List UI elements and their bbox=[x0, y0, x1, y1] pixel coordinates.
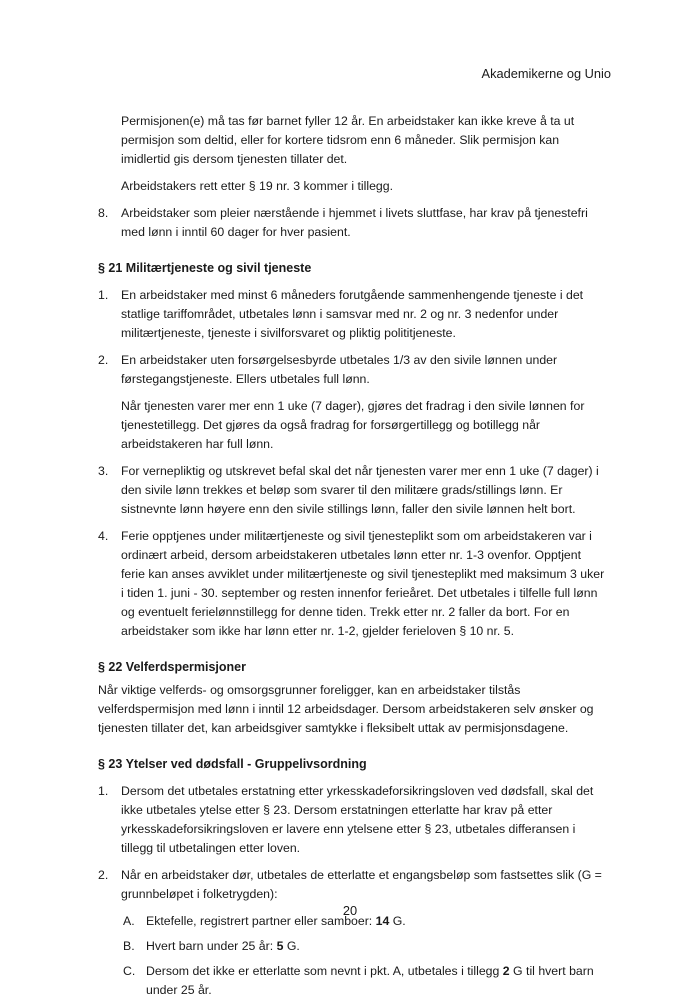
s23-item-1 bbox=[98, 782, 606, 858]
sub-letter: A. bbox=[123, 914, 135, 928]
list-number: 8. bbox=[98, 206, 109, 220]
intro-paragraph-2: Arbeidstakers rett etter § 19 nr. 3 kommer i tillegg. bbox=[121, 179, 394, 193]
list-number: 4. bbox=[98, 529, 109, 543]
list-number: 3. bbox=[98, 464, 109, 478]
s21-item-3 bbox=[98, 462, 606, 519]
list-item-text: For vernepliktig og utskrevet befal skal det når tjenesten varer mer enn 1 uke (7 dager) i den sivile lønn trekkes et beløp som svarer til den militære grads/stillings lønn. Er sistnevnte lønn høyere enn den sivile stillings lønn, faller den sivile lønnen helt bort. bbox=[121, 464, 599, 516]
section-23-heading: § 23 Ytelser ved dødsfall - Gruppelivsordning bbox=[98, 757, 367, 771]
s23-sub-item-c bbox=[98, 962, 606, 1000]
list-number: 1. bbox=[98, 288, 109, 302]
list-number: 2. bbox=[98, 868, 109, 882]
sub-letter: C. bbox=[123, 964, 136, 978]
s23-item-2 bbox=[98, 866, 606, 904]
list-number: 2. bbox=[98, 353, 109, 367]
page-number: 20 bbox=[342, 903, 358, 918]
list-item-subparagraph: Når tjenesten varer mer enn 1 uke (7 dager), gjøres det fradrag i den sivile lønnen for tjenestetillegg. Det gjøres da også fradrag for forsørgertillegg og botillegg når arbeidstakeren har full lønn. bbox=[121, 399, 585, 451]
section-21-heading: § 21 Militærtjeneste og sivil tjeneste bbox=[98, 261, 312, 275]
section-22-heading: § 22 Velferdspermisjoner bbox=[98, 660, 246, 674]
list-number: 1. bbox=[98, 784, 109, 798]
list-item-text: Arbeidstaker som pleier nærstående i hjemmet i livets sluttfase, har krav på tjenestefri med lønn i inntil 60 dager for hver pasient. bbox=[121, 206, 588, 239]
s23-sub-item-b bbox=[98, 937, 606, 956]
list-item-text: En arbeidstaker med minst 6 måneders forutgående sammenhengende tjeneste i det statlige tariffområdet, utbetales lønn i samsvar med nr. 2 og nr. 3 nedenfor under militærtjeneste, tjeneste i sivilforsvaret og pliktig polititjeneste. bbox=[121, 288, 584, 340]
sub-item-text: Ektefelle, registrert partner eller samboer: 14 G. bbox=[146, 914, 406, 928]
section-22-text: Når viktige velferds- og omsorgsgrunner foreligger, kan en arbeidstaker tilstås velferdspermisjon med lønn i inntil 12 arbeidsdager. Dersom arbeidstakeren selv ønsker og tjenesten tillater det, kan arbeidsgiver samtykke i fleksibelt uttak av permisjonsdagene. bbox=[98, 683, 594, 735]
list-item-8 bbox=[98, 204, 606, 242]
list-item-text: Dersom det utbetales erstatning etter yrkesskadeforsikringsloven ved dødsfall, skal det ikke utbetales ytelse etter § 23. Dersom erstatningen etterlatte har krav på etter yrkesskadeforsikringsloven er lavere enn ytelsene etter § 23, utbetales differansen i tillegg til utbetalingen etter loven. bbox=[121, 784, 594, 855]
sub-item-text: Hvert barn under 25 år: 5 G. bbox=[146, 939, 300, 953]
list-item-text: En arbeidstaker uten forsørgelsesbyrde utbetales 1/3 av den sivile lønnen under førstegangstjeneste. Ellers utbetales full lønn. bbox=[121, 353, 558, 386]
amount-value: 14 bbox=[375, 914, 390, 928]
document-body bbox=[98, 112, 606, 1000]
s21-item-4 bbox=[98, 527, 606, 641]
s21-item-2 bbox=[98, 351, 606, 454]
intro-paragraph-1: Permisjonen(e) må tas før barnet fyller 12 år. En arbeidstaker kan ikke kreve å ta ut permisjon som deltid, eller for kortere tidsrom enn 6 måneder. Slik permisjon kan imidlertid gis dersom tjenesten tillater det. bbox=[121, 114, 575, 166]
amount-value: 5 bbox=[276, 939, 284, 953]
sub-letter: B. bbox=[123, 939, 135, 953]
amount-value: 2 bbox=[502, 964, 510, 978]
list-item-text: Når en arbeidstaker dør, utbetales de etterlatte et engangsbeløp som fastsettes slik (G = grunnbeløpet i folketrygden): bbox=[121, 868, 602, 901]
s21-item-1 bbox=[98, 286, 606, 343]
page-header: Akademikerne og Unio bbox=[481, 66, 611, 81]
list-item-text: Ferie opptjenes under militærtjeneste og sivil tjenesteplikt som om arbeidstakeren var i ordinært arbeid, dersom arbeidstakeren utbetales lønn etter nr. 1-3 ovenfor. Opptjent ferie kan anses avviklet under militærtjeneste og sivil tjenesteplikt med maksimum 3 uker i tiden 1. juni - 30. september og resten innenfor ferieåret. Det utbetales i tilfelle full lønn og eventuelt ferielønnstillegg for denne tiden. Trekk etter nr. 2 faller da bort. For en arbeidstaker som ikke har lønn etter nr. 1-2, gjelder ferieloven § 10 nr. 5. bbox=[121, 529, 605, 638]
sub-item-text: Dersom det ikke er etterlatte som nevnt i pkt. A, utbetales i tillegg 2 G til hvert barn under 25 år. bbox=[146, 964, 594, 997]
